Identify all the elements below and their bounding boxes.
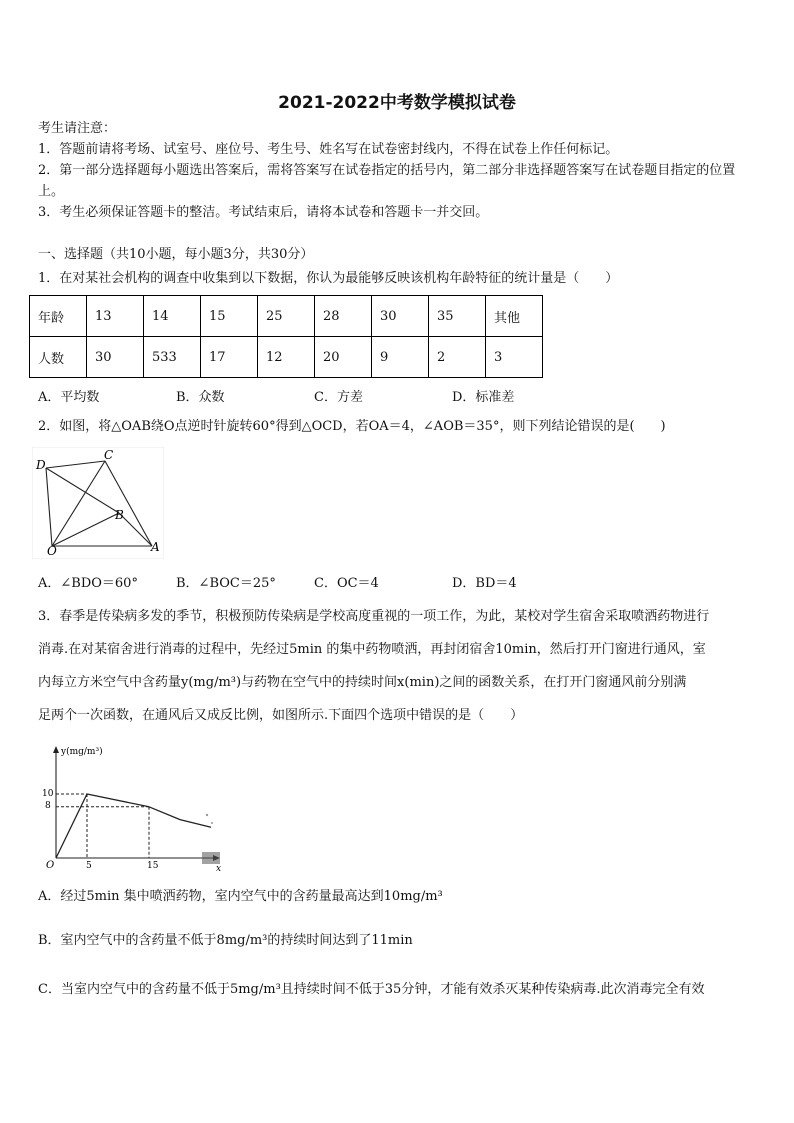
table-cell: 17 (201, 337, 258, 378)
decay-curve (149, 807, 211, 827)
question-1-options (38, 386, 638, 405)
x-tick-5: 5 (86, 861, 92, 871)
x-tick-15: 15 (147, 861, 159, 871)
question-3-option-b: B．室内空气中的含药量不低于8mg/m³的持续时间达到了11min (38, 933, 413, 948)
table-cell: 3 (486, 337, 543, 378)
table-cell: 533 (144, 337, 201, 378)
question-1-stem: 1．在对某社会机构的调查中收集到以下数据，你认为最能够反映该机构年龄特征的统计量是（ ） (38, 271, 619, 286)
table-cell: 35 (429, 296, 486, 337)
table-cell: 其他 (486, 296, 543, 337)
rotation-figure (32, 447, 164, 559)
option-b: B．∠BOC＝25° (176, 576, 276, 591)
option-d: D．标准差 (452, 390, 515, 405)
table-cell: 30 (87, 337, 144, 378)
notice-heading: 考生请注意： (38, 121, 117, 136)
y-tick-8: 8 (45, 801, 51, 811)
stem-line: 足两个一次函数，在通风后又成反比例，如图所示.下面四个选项中错误的是（ ） (38, 708, 524, 723)
table-cell: 25 (258, 296, 315, 337)
table-cell: 人数 (30, 337, 87, 378)
table-cell: 20 (315, 337, 372, 378)
table-row (30, 296, 543, 337)
table-cell: 30 (372, 296, 429, 337)
table-row (30, 337, 543, 378)
table-cell: 14 (144, 296, 201, 337)
question-1-table (29, 295, 543, 378)
question-2-options (38, 572, 638, 591)
section-heading: 一、选择题（共10小题，每小题3分，共30分） (38, 247, 314, 262)
label-d: D (36, 458, 46, 472)
option-d: D．BD＝4 (452, 576, 517, 591)
dosage-segment (87, 794, 149, 807)
label-c: C (104, 448, 114, 462)
label-o: O (47, 544, 57, 558)
table-cell: 12 (258, 337, 315, 378)
table-cell: 13 (87, 296, 144, 337)
notice-item: 2．第一部分选择题每小题选出答案后，需将答案写在试卷指定的括号内，第二部分非选择题答案写在试卷题目指定的位置上。 (38, 163, 736, 199)
label-b: B (115, 508, 124, 522)
table-cell: 年龄 (30, 296, 87, 337)
question-3-option-c: C．当室内空气中的含药量不低于5mg/m³且持续时间不低于35分钟，才能有效杀灭某种传染病毒.此次消毒完全有效 (38, 982, 705, 997)
table-cell: 9 (372, 337, 429, 378)
stem-line: 3．春季是传染病多发的季节，积极预防传染病是学校高度重视的一项工作，为此，某校对学生宿舍采取喷洒药物进行 (38, 609, 710, 624)
dosage-segment (56, 794, 87, 858)
dosage-graph (30, 740, 230, 875)
notice-item: 3．考生必须保证答题卡的整洁。考试结束后，请将本试卷和答题卡一并交回。 (38, 205, 489, 220)
stem-line: 内每立方米空气中含药量y(mg/m³)与药物在空气中的持续时间x(min)之间的函数关系，在打开门窗通风前分别满 (38, 675, 687, 690)
table-cell: 15 (201, 296, 258, 337)
table-cell: 2 (429, 337, 486, 378)
stem-line: 消毒.在对某宿舍进行消毒的过程中，先经过5min 的集中药物喷洒，再封闭宿舍10min，然后打开门窗进行通风，室 (38, 642, 706, 657)
option-b: B．众数 (176, 390, 225, 405)
page-title: 2021-2022中考数学模拟试卷 (278, 93, 516, 113)
table-cell: 28 (315, 296, 372, 337)
y-axis-label: y(mg/m³) (61, 747, 103, 757)
option-a: A．平均数 (38, 390, 100, 405)
label-a: A (151, 540, 160, 554)
notice-item: 1．答题前请将考场、试室号、座位号、考生号、姓名写在试卷密封线内，不得在试卷上作任何标记。 (38, 142, 619, 157)
question-3-option-a: A．经过5min 集中喷洒药物，室内空气中的含药量最高达到10mg/m³ (38, 889, 443, 904)
x-axis-label: x (216, 864, 222, 874)
option-a: A．∠BDO＝60° (38, 576, 138, 591)
option-c: C．OC＝4 (314, 576, 379, 591)
option-c: C．方差 (314, 390, 363, 405)
question-3-stem (38, 600, 760, 732)
scan-artifact (202, 814, 220, 864)
y-tick-10: 10 (42, 789, 54, 799)
y-axis-arrow (53, 746, 59, 753)
origin-label: O (46, 860, 55, 871)
question-2-stem: 2．如图，将△OAB绕O点逆时针旋转60°得到△OCD，若OA＝4，∠AOB＝35°，则下列结论错误的是( ) (38, 419, 666, 434)
notice (38, 118, 760, 223)
